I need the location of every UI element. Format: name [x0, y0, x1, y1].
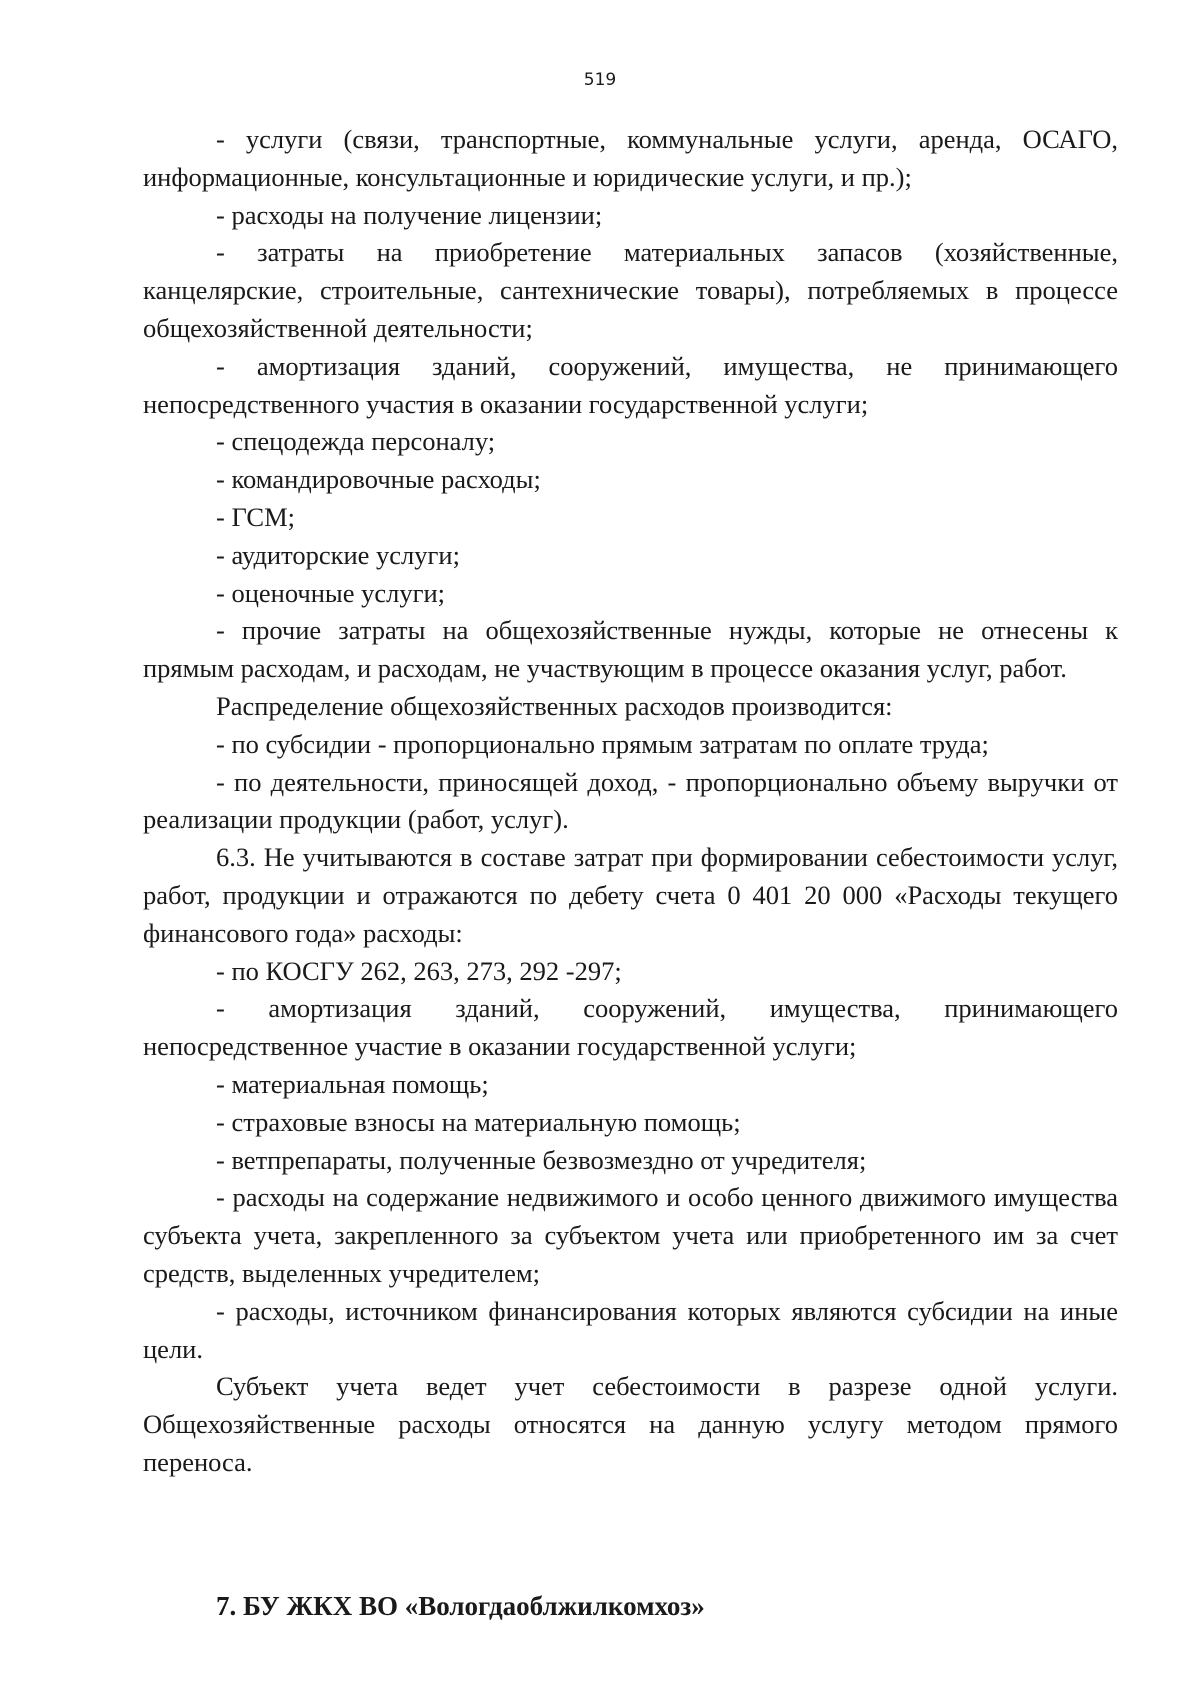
paragraph-audit: - аудиторские услуги; — [216, 539, 460, 570]
paragraph-subsidy-other: - расходы, источником финансирования которых являются субсидии на иные цели. — [143, 1295, 1118, 1364]
paragraph-other-costs: - прочие затраты на общехозяйственные нужды, которые не отнесены к прямым расходам, и расходам, не участвующим в процессе оказания услуг, работ. — [143, 615, 1118, 684]
paragraph-travel: - командировочные расходы; — [216, 464, 541, 495]
paragraph-kosgu: - по КОСГУ 262, 263, 273, 292 -297; — [216, 955, 622, 986]
paragraph-vet-drugs: - ветпрепараты, полученные безвозмездно от учредителя; — [216, 1144, 867, 1175]
paragraph-insurance: - страховые взносы на материальную помощь; — [216, 1106, 741, 1137]
paragraph-property-maintenance: - расходы на содержание недвижимого и особо ценного движимого имущества субъекта учета, закрепленного за субъектом учета или приобретенного им за счет средств, выделенных учредителем; — [143, 1182, 1118, 1288]
document-body — [143, 121, 1118, 1482]
paragraph-subsidy: - по субсидии - пропорционально прямым затратам по оплате труда; — [216, 728, 989, 759]
paragraph-license: - расходы на получение лицензии; — [216, 199, 603, 230]
paragraph-workwear: - спецодежда персоналу; — [216, 426, 496, 457]
paragraph-depreciation: - амортизация зданий, сооружений, имущества, не принимающего непосредственного участия в оказании государственной услуги; — [143, 350, 1118, 419]
section-title: 7. БУ ЖКХ ВО «Вологдаоблжилкомхоз» — [216, 1591, 705, 1621]
paragraph-materials: - затраты на приобретение материальных запасов (хозяйственные, канцелярские, строительные, сантехнические товары), потребляемых в процессе общехозяйственной деятельности; — [143, 237, 1118, 343]
paragraph-financial-aid: - материальная помощь; — [216, 1068, 489, 1099]
paragraph-income-activity: - по деятельности, приносящей доход, - пропорционально объему выручки от реализации продукции (работ, услуг). — [143, 766, 1118, 835]
paragraph-fuel: - ГСМ; — [216, 501, 296, 532]
paragraph-section-6-3: 6.3. Не учитываются в составе затрат при формировании себестоимости услуг, работ, продукции и отражаются по дебету счета 0 401 20 000 «Расходы текущего финансового года» расходы: — [143, 842, 1118, 948]
page-number: 519 — [583, 70, 617, 90]
paragraph-services: - услуги (связи, транспортные, коммунальные услуги, аренда, ОСАГО, информационные, консультационные и юридические услуги, и пр.); — [143, 124, 1118, 192]
paragraph-cost-accounting: Субъект учета ведет учет себестоимости в разрезе одной услуги. Общехозяйственные расходы относятся на данную услугу методом прямого переноса. — [143, 1371, 1118, 1477]
paragraph-distribution: Распределение общехозяйственных расходов производится: — [216, 690, 893, 721]
paragraph-valuation: - оценочные услуги; — [216, 577, 445, 608]
paragraph-depreciation-direct: - амортизация зданий, сооружений, имущества, принимающего непосредственное участие в оказании государственной услуги; — [143, 993, 1118, 1062]
